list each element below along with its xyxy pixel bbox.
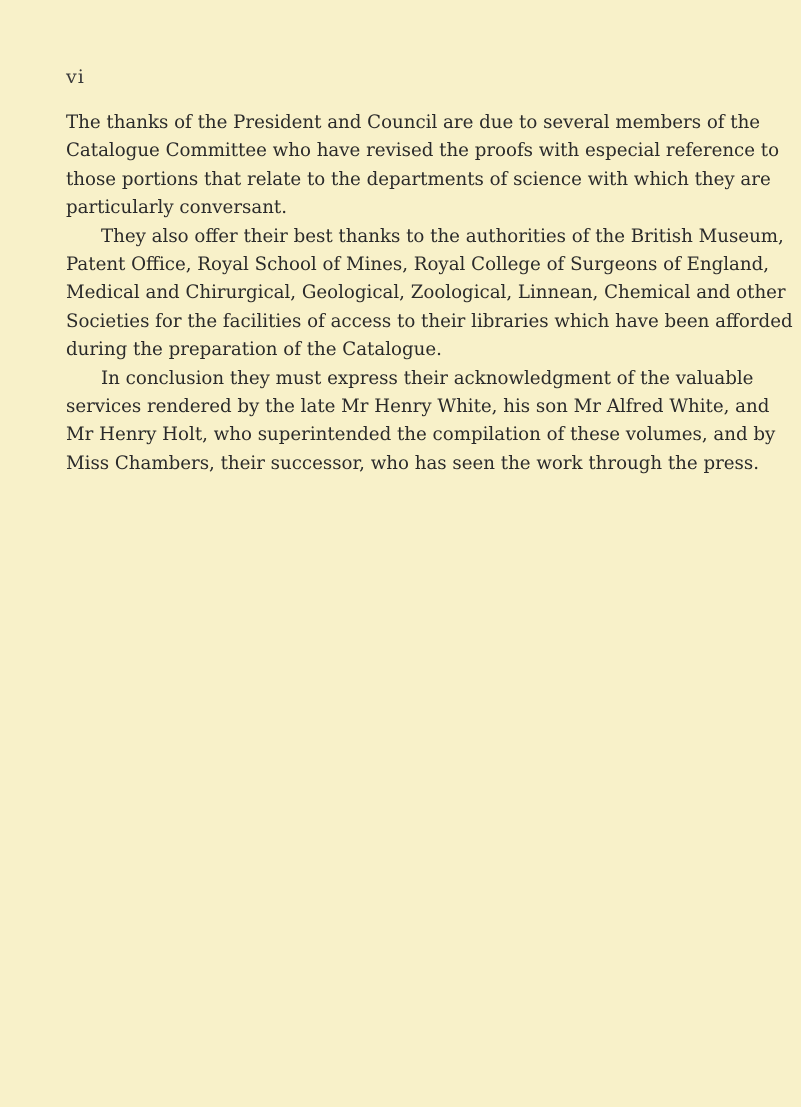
text-line: The thanks of the President and Council are due to several members of the — [66, 112, 761, 133]
text-line: particularly conversant. — [66, 197, 287, 219]
text-line: Patent Office, Royal School of Mines, Royal College of Surgeons of England, — [66, 254, 770, 276]
text-line: Medical and Chirurgical, Geological, Zoological, Linnean, Chemical and other — [66, 282, 786, 304]
text-line: They also offer their best thanks to the authorities of the British Museum, — [101, 225, 784, 247]
paragraph-1 — [66, 109, 780, 223]
body-text — [66, 109, 793, 478]
text-line: Catalogue Committee who have revised the proofs with especial reference to — [66, 140, 780, 162]
text-line: Societies for the facilities of access to their libraries which have been afforded — [66, 310, 793, 332]
text-line: Mr Henry Holt, who superintended the compilation of these volumes, and by — [66, 424, 776, 446]
text-line: those portions that relate to the departments of science with which they are — [66, 168, 771, 190]
text-line: In conclusion they must express their acknowledgment of the valuable — [101, 367, 754, 389]
text-line: services rendered by the late Mr Henry White, his son Mr Alfred White, and — [66, 396, 770, 418]
page-number: vi — [66, 66, 85, 88]
text-line: Miss Chambers, their successor, who has seen the work through the press. — [66, 452, 759, 474]
paragraph-3 — [66, 365, 776, 479]
text-line: during the preparation of the Catalogue. — [66, 339, 442, 361]
paragraph-2 — [66, 223, 793, 365]
